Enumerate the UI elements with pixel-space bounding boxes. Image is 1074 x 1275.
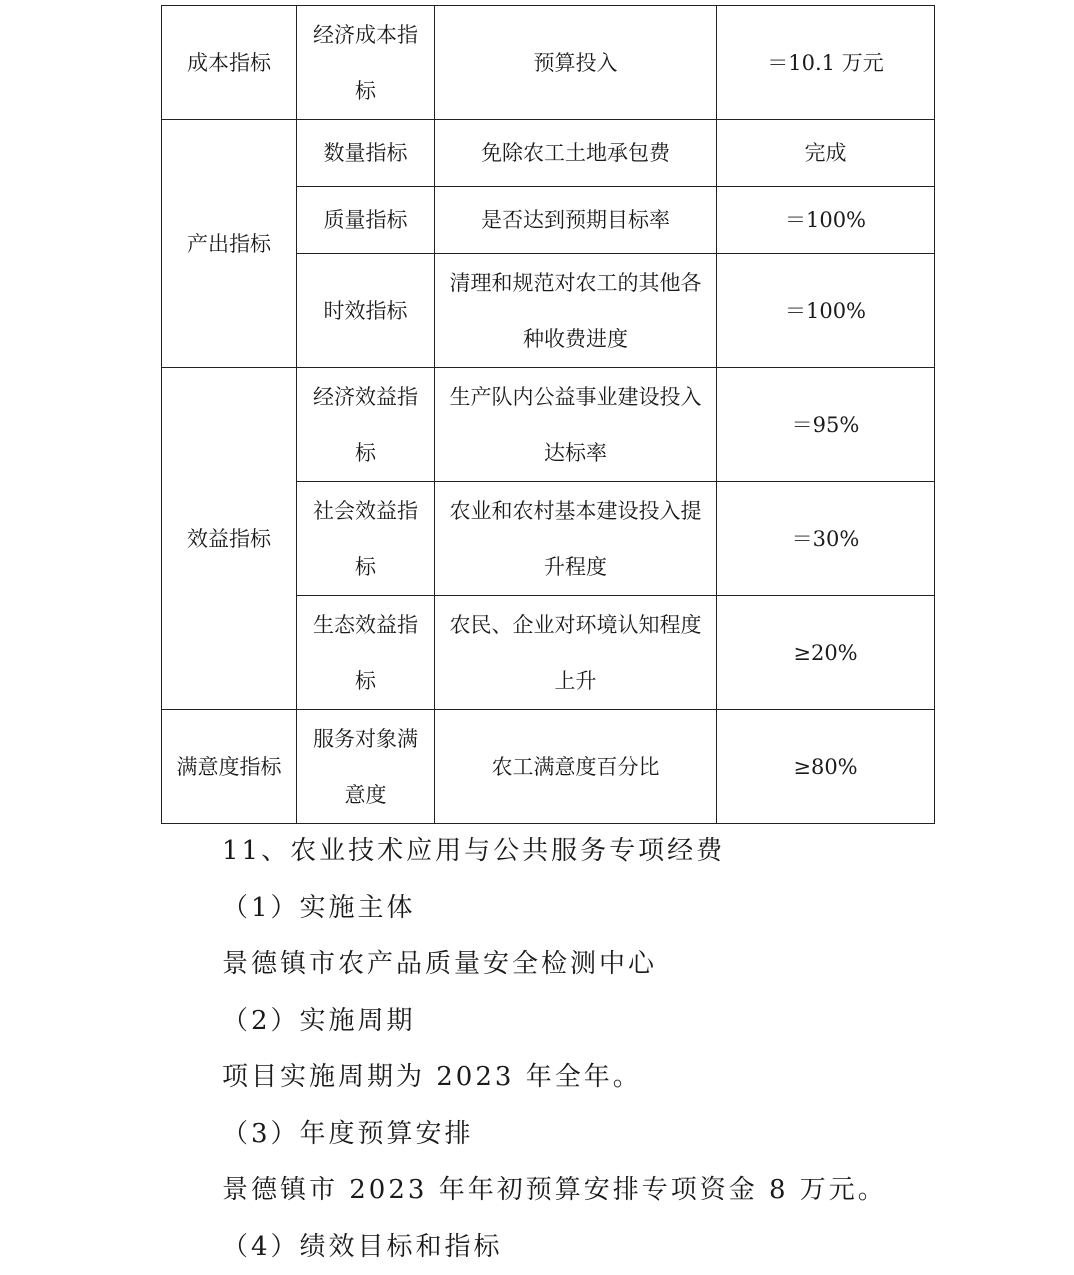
sub-category-cell: 社会效益指标 — [297, 482, 435, 596]
category-cell: 产出指标 — [162, 120, 297, 368]
category-cell: 满意度指标 — [162, 710, 297, 824]
paragraph-implementing-entity: 景德镇市农产品质量安全检测中心 — [222, 936, 982, 993]
indicator-cell: 农业和农村基本建设投入提升程度 — [435, 482, 717, 596]
subheading-implementing-entity: （1）实施主体 — [222, 880, 982, 937]
value-cell: ＝10.1 万元 — [717, 6, 935, 120]
table-row — [162, 368, 935, 482]
indicator-cell: 生产队内公益事业建设投入达标率 — [435, 368, 717, 482]
value-cell: ＝30% — [717, 482, 935, 596]
sub-category-cell: 质量指标 — [297, 187, 435, 254]
table-row — [162, 710, 935, 824]
category-cell: 成本指标 — [162, 6, 297, 120]
subheading-performance-goals: （4）绩效目标和指标 — [222, 1219, 982, 1275]
indicator-cell: 农民、企业对环境认知程度上升 — [435, 596, 717, 710]
performance-indicator-table — [161, 5, 935, 824]
sub-category-cell: 数量指标 — [297, 120, 435, 187]
sub-category-cell: 服务对象满意度 — [297, 710, 435, 824]
section-heading: 11、农业技术应用与公共服务专项经费 — [222, 823, 982, 880]
subheading-annual-budget: （3）年度预算安排 — [222, 1106, 982, 1163]
sub-category-cell: 经济成本指标 — [297, 6, 435, 120]
indicator-cell: 清理和规范对农工的其他各种收费进度 — [435, 254, 717, 368]
value-cell: ＝95% — [717, 368, 935, 482]
subheading-implementation-period: （2）实施周期 — [222, 993, 982, 1050]
table-row — [162, 120, 935, 187]
value-cell: ＝100% — [717, 254, 935, 368]
value-cell: ≥20% — [717, 596, 935, 710]
paragraph-annual-budget: 景德镇市 2023 年年初预算安排专项资金 8 万元。 — [222, 1162, 982, 1219]
sub-category-cell: 时效指标 — [297, 254, 435, 368]
indicator-cell: 预算投入 — [435, 6, 717, 120]
value-cell: 完成 — [717, 120, 935, 187]
paragraph-implementation-period: 项目实施周期为 2023 年全年。 — [222, 1049, 982, 1106]
value-cell: ≥80% — [717, 710, 935, 824]
indicator-cell: 农工满意度百分比 — [435, 710, 717, 824]
table-row — [162, 6, 935, 120]
value-cell: ＝100% — [717, 187, 935, 254]
category-cell: 效益指标 — [162, 368, 297, 710]
sub-category-cell: 生态效益指标 — [297, 596, 435, 710]
sub-category-cell: 经济效益指标 — [297, 368, 435, 482]
indicator-cell: 是否达到预期目标率 — [435, 187, 717, 254]
indicator-cell: 免除农工土地承包费 — [435, 120, 717, 187]
body-text — [222, 823, 982, 1275]
